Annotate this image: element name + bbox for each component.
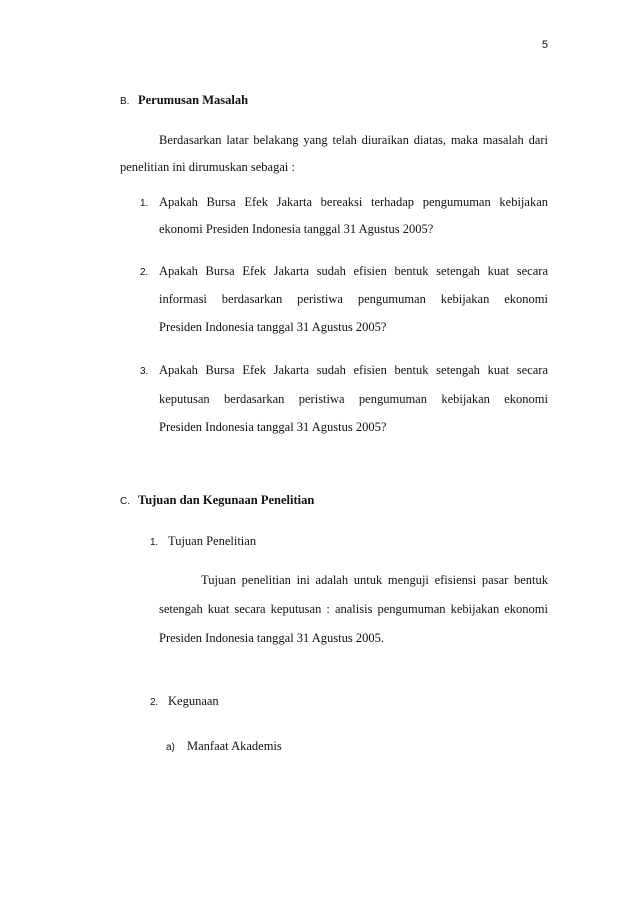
section-b-item-3-line1: Apakah Bursa Efek Jakarta sudah efisien bentuk setengah kuat secara	[159, 363, 548, 377]
section-b-marker: B.	[120, 96, 130, 107]
sub2-item-a-marker: a)	[166, 742, 175, 753]
section-b-item-2-line2: informasi berdasarkan peristiwa pengumuman kebijakan ekonomi	[159, 292, 548, 306]
section-b-item-3-line3: Presiden Indonesia tanggal 31 Agustus 2005?	[159, 420, 387, 434]
section-c-marker: C.	[120, 496, 130, 507]
section-b-item-2-line1: Apakah Bursa Efek Jakarta sudah efisien bentuk setengah kuat secara	[159, 264, 548, 278]
sub1-para-line1: Tujuan penelitian ini adalah untuk menguji efisiensi pasar bentuk	[201, 573, 548, 587]
section-b-title: Perumusan Masalah	[138, 93, 249, 107]
sub1-marker: 1.	[150, 537, 159, 548]
page-number: 5	[541, 39, 548, 51]
sub1-title: Tujuan Penelitian	[168, 534, 257, 548]
section-b-item-2-line3: Presiden Indonesia tanggal 31 Agustus 2005?	[159, 320, 387, 334]
sub1-para-line2: setengah kuat secara keputusan : analisis pengumuman kebijakan ekonomi	[159, 602, 548, 616]
section-b-intro-line2: penelitian ini dirumuskan sebagai :	[120, 160, 295, 174]
section-b-item-3-line2: keputusan berdasarkan peristiwa pengumuman kebijakan ekonomi	[159, 392, 548, 406]
sub2-item-a-title: Manfaat Akademis	[187, 739, 282, 753]
sub1-para-line3: Presiden Indonesia tanggal 31 Agustus 2005.	[159, 631, 384, 645]
sub2-title: Kegunaan	[168, 694, 219, 708]
section-b-item-2-marker: 2.	[140, 267, 149, 278]
sub2-marker: 2.	[150, 697, 159, 708]
section-c-title: Tujuan dan Kegunaan Penelitian	[138, 493, 315, 507]
section-b-item-1-line2: ekonomi Presiden Indonesia tanggal 31 Agustus 2005?	[159, 222, 434, 236]
section-b-item-1-line1: Apakah Bursa Efek Jakarta bereaksi terhadap pengumuman kebijakan	[159, 195, 548, 209]
section-b-intro-line1: Berdasarkan latar belakang yang telah diuraikan diatas, maka masalah dari	[159, 133, 548, 147]
section-b-item-3-marker: 3.	[140, 366, 149, 377]
section-b-item-1-marker: 1.	[140, 198, 149, 209]
